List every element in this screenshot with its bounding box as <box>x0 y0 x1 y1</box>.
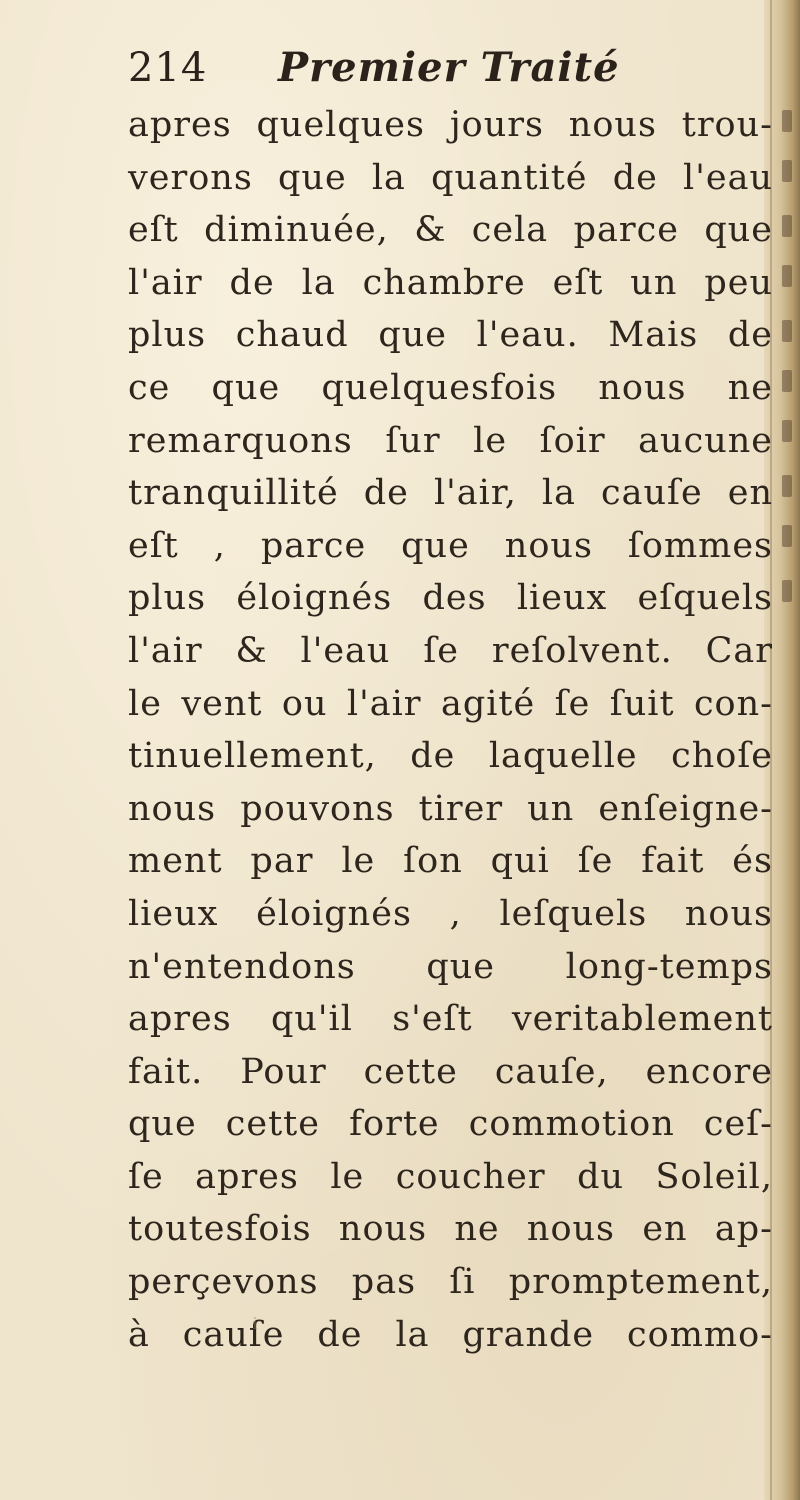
text-line: remarquons ſur le ſoir aucune <box>128 420 773 461</box>
text-line: ment par le ſon qui ſe fait és <box>128 841 773 882</box>
text-line: eſt diminuée, & cela parce que <box>128 210 773 251</box>
text-line: apres qu'il s'eſt veritablement <box>128 999 773 1040</box>
page-number: 214 <box>128 45 208 91</box>
text-line: ce que quelquesfois nous ne <box>128 367 773 408</box>
text-line: eſt , parce que nous ſommes <box>128 525 773 566</box>
bleed-through-mark <box>782 320 792 342</box>
text-line: n'entendons que long-temps <box>128 946 773 987</box>
bleed-through-mark <box>782 265 792 287</box>
bleed-through-mark <box>782 110 792 132</box>
text-line: apres quelques jours nous trou- <box>128 105 773 145</box>
text-line: tinuellement, de laquelle choſe <box>128 736 773 777</box>
text-line: nous pouvons tirer un enſeigne- <box>128 788 773 829</box>
text-line: tranquillité de l'air, la cauſe en <box>128 473 773 514</box>
bleed-through-mark <box>782 420 792 442</box>
text-line: plus chaud que l'eau. Mais de <box>128 315 773 356</box>
text-line: ſe apres le coucher du Soleil, <box>128 1156 773 1197</box>
body-text <box>128 99 773 1361</box>
text-line: fait. Pour cette cauſe, encore <box>128 1051 773 1092</box>
text-line: verons que la quantité de l'eau <box>128 157 773 198</box>
text-line: à cauſe de la grande commo- <box>128 1314 773 1355</box>
text-line: l'air de la chambre eſt un peu <box>128 262 773 303</box>
bleed-through-mark <box>782 580 792 602</box>
bleed-through-mark <box>782 215 792 237</box>
running-title: Premier Traité <box>278 44 620 91</box>
text-line: toutesfois nous ne nous en ap- <box>128 1209 773 1250</box>
text-line: lieux éloignés , leſquels nous <box>128 893 773 934</box>
text-line: l'air & l'eau ſe reſolvent. Car <box>128 630 773 671</box>
bleed-through-mark <box>782 370 792 392</box>
text-line: perçevons pas ſi promptement, <box>128 1262 773 1303</box>
bleed-through-mark <box>782 525 792 547</box>
bleed-through-mark <box>782 475 792 497</box>
text-line: que cette forte commotion ceſ- <box>128 1104 773 1145</box>
bleed-through-mark <box>782 160 792 182</box>
text-line: le vent ou l'air agité ſe ſuit con- <box>128 683 773 724</box>
page-header <box>128 38 768 98</box>
text-line: plus éloignés des lieux eſquels <box>128 578 773 619</box>
